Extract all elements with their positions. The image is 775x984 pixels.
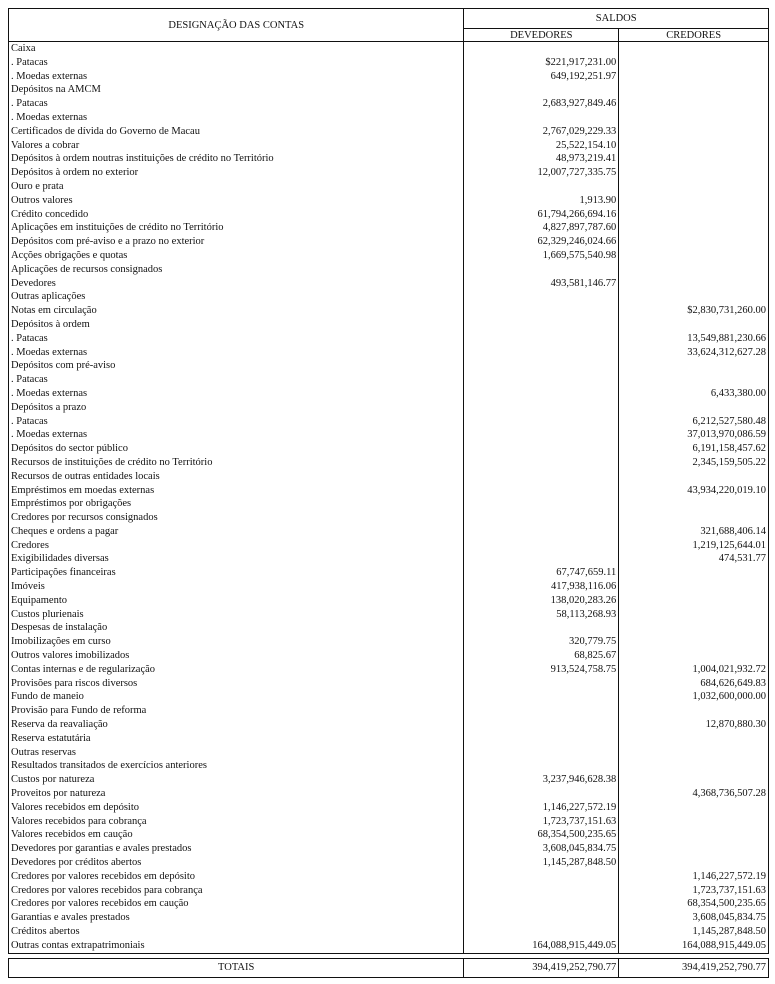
- account-name: Ouro e prata: [9, 180, 464, 194]
- credit-value: 13,549,881,230.66: [619, 332, 769, 346]
- table-row: [9, 332, 769, 346]
- account-name: Notas em circulação: [9, 304, 464, 318]
- account-name: Recursos de outras entidades locais: [9, 470, 464, 484]
- credit-value: [619, 649, 769, 663]
- account-name: Participações financeiras: [9, 566, 464, 580]
- table-row: [9, 221, 769, 235]
- credit-value: [619, 97, 769, 111]
- credit-value: [619, 139, 769, 153]
- debit-value: [464, 318, 619, 332]
- table-row: [9, 346, 769, 360]
- account-name: Depósitos com pré-aviso e a prazo no exterior: [9, 235, 464, 249]
- account-name: Imobilizações em curso: [9, 635, 464, 649]
- table-row: [9, 111, 769, 125]
- account-name: Valores recebidos para cobrança: [9, 815, 464, 829]
- account-name: Depósitos a prazo: [9, 401, 464, 415]
- table-row: [9, 635, 769, 649]
- table-row: [9, 525, 769, 539]
- table-row: [9, 497, 769, 511]
- credit-value: 1,146,227,572.19: [619, 870, 769, 884]
- debit-value: [464, 759, 619, 773]
- credit-value: $2,830,731,260.00: [619, 304, 769, 318]
- account-name: Empréstimos por obrigações: [9, 497, 464, 511]
- debit-value: [464, 484, 619, 498]
- debit-value: [464, 787, 619, 801]
- account-name: Resultados transitados de exercícios anteriores: [9, 759, 464, 773]
- account-name: Custos por natureza: [9, 773, 464, 787]
- table-row: [9, 856, 769, 870]
- account-name: Depósitos à ordem: [9, 318, 464, 332]
- account-name: Outras reservas: [9, 746, 464, 760]
- debit-value: [464, 704, 619, 718]
- credit-value: [619, 704, 769, 718]
- account-name: Exigibilidades diversas: [9, 552, 464, 566]
- debit-value: [464, 911, 619, 925]
- credit-value: [619, 83, 769, 97]
- debit-value: [464, 359, 619, 373]
- table-row: [9, 828, 769, 842]
- table-row: [9, 677, 769, 691]
- account-name: Aplicações de recursos consignados: [9, 263, 464, 277]
- totals-credit: 394,419,252,790.77: [619, 958, 769, 977]
- credit-value: [619, 42, 769, 56]
- debit-value: [464, 511, 619, 525]
- table-row: [9, 732, 769, 746]
- account-name: Contas internas e de regularização: [9, 663, 464, 677]
- credit-value: [619, 511, 769, 525]
- account-name: Devedores por garantias e avales prestados: [9, 842, 464, 856]
- debit-value: [464, 387, 619, 401]
- debit-value: [464, 870, 619, 884]
- credit-value: 43,934,220,019.10: [619, 484, 769, 498]
- table-row: [9, 401, 769, 415]
- table-row: [9, 484, 769, 498]
- debit-value: [464, 180, 619, 194]
- debit-value: [464, 346, 619, 360]
- credit-value: 12,870,880.30: [619, 718, 769, 732]
- credit-value: 321,688,406.14: [619, 525, 769, 539]
- credit-value: [619, 290, 769, 304]
- credit-value: [619, 56, 769, 70]
- credit-value: [619, 318, 769, 332]
- credit-value: 684,626,649.83: [619, 677, 769, 691]
- debit-value: [464, 539, 619, 553]
- credit-value: [619, 828, 769, 842]
- table-row: [9, 911, 769, 925]
- credit-value: [619, 125, 769, 139]
- credit-value: [619, 621, 769, 635]
- account-name: Custos plurienais: [9, 608, 464, 622]
- account-name: Outras contas extrapatrimoniais: [9, 939, 464, 953]
- debit-value: [464, 470, 619, 484]
- account-name: . Patacas: [9, 415, 464, 429]
- credit-value: [619, 166, 769, 180]
- account-name: Depósitos à ordem no exterior: [9, 166, 464, 180]
- table-row: [9, 566, 769, 580]
- debit-value: [464, 83, 619, 97]
- account-name: Depósitos com pré-aviso: [9, 359, 464, 373]
- credit-value: [619, 235, 769, 249]
- credit-value: [619, 208, 769, 222]
- table-row: [9, 594, 769, 608]
- debit-value: [464, 897, 619, 911]
- table-row: [9, 939, 769, 953]
- account-name: . Moedas externas: [9, 387, 464, 401]
- credit-value: 6,212,527,580.48: [619, 415, 769, 429]
- credit-value: [619, 635, 769, 649]
- table-row: [9, 552, 769, 566]
- table-row: [9, 166, 769, 180]
- credit-value: [619, 277, 769, 291]
- table-row: [9, 290, 769, 304]
- credit-value: [619, 180, 769, 194]
- credit-value: [619, 566, 769, 580]
- account-name: Créditos abertos: [9, 925, 464, 939]
- credit-value: 33,624,312,627.28: [619, 346, 769, 360]
- credit-value: 1,723,737,151.63: [619, 884, 769, 898]
- credit-value: 3,608,045,834.75: [619, 911, 769, 925]
- account-name: Credores por valores recebidos em depósito: [9, 870, 464, 884]
- account-name: Outras aplicações: [9, 290, 464, 304]
- table-row: [9, 442, 769, 456]
- header-credit: CREDORES: [619, 29, 769, 42]
- debit-value: 2,767,029,229.33: [464, 125, 619, 139]
- credit-value: [619, 194, 769, 208]
- debit-value: [464, 718, 619, 732]
- table-row: [9, 746, 769, 760]
- table-row: [9, 373, 769, 387]
- credit-value: [619, 815, 769, 829]
- credit-value: [619, 373, 769, 387]
- header-debit: DEVEDORES: [464, 29, 619, 42]
- table-row: [9, 415, 769, 429]
- debit-value: [464, 263, 619, 277]
- credit-value: 1,219,125,644.01: [619, 539, 769, 553]
- table-row: [9, 428, 769, 442]
- table-row: [9, 359, 769, 373]
- totals-row: [9, 958, 769, 977]
- account-name: Depósitos do sector público: [9, 442, 464, 456]
- header-account-designation: DESIGNAÇÃO DAS CONTAS: [9, 9, 464, 42]
- table-row: [9, 194, 769, 208]
- account-name: Valores recebidos em depósito: [9, 801, 464, 815]
- account-name: Proveitos por natureza: [9, 787, 464, 801]
- account-name: . Patacas: [9, 373, 464, 387]
- table-row: [9, 842, 769, 856]
- table-row: [9, 70, 769, 84]
- debit-value: [464, 442, 619, 456]
- credit-value: [619, 111, 769, 125]
- credit-value: [619, 401, 769, 415]
- table-row: [9, 83, 769, 97]
- accounts-table: [8, 8, 769, 978]
- debit-value: [464, 925, 619, 939]
- totals-debit: 394,419,252,790.77: [464, 958, 619, 977]
- account-name: . Patacas: [9, 56, 464, 70]
- table-row: [9, 235, 769, 249]
- account-name: Fundo de maneio: [9, 690, 464, 704]
- debit-value: [464, 621, 619, 635]
- totals-label: TOTAIS: [9, 958, 464, 977]
- credit-value: [619, 759, 769, 773]
- debit-value: 67,747,659.11: [464, 566, 619, 580]
- account-name: Despesas de instalação: [9, 621, 464, 635]
- debit-value: 48,973,219.41: [464, 152, 619, 166]
- credit-value: 1,004,021,932.72: [619, 663, 769, 677]
- credit-value: [619, 359, 769, 373]
- credit-value: [619, 856, 769, 870]
- credit-value: [619, 842, 769, 856]
- account-name: Credores por valores recebidos para cobrança: [9, 884, 464, 898]
- debit-value: [464, 552, 619, 566]
- credit-value: 37,013,970,086.59: [619, 428, 769, 442]
- debit-value: 1,723,737,151.63: [464, 815, 619, 829]
- account-name: . Patacas: [9, 97, 464, 111]
- credit-value: [619, 580, 769, 594]
- table-row: [9, 304, 769, 318]
- table-row: [9, 277, 769, 291]
- credit-value: [619, 746, 769, 760]
- credit-value: 6,433,380.00: [619, 387, 769, 401]
- account-name: Garantias e avales prestados: [9, 911, 464, 925]
- table-row: [9, 208, 769, 222]
- debit-value: [464, 111, 619, 125]
- debit-value: [464, 332, 619, 346]
- table-row: [9, 815, 769, 829]
- table-row: [9, 125, 769, 139]
- table-row: [9, 759, 769, 773]
- account-name: Caixa: [9, 42, 464, 56]
- credit-value: [619, 497, 769, 511]
- credit-value: [619, 70, 769, 84]
- debit-value: [464, 401, 619, 415]
- credit-value: [619, 732, 769, 746]
- table-row: [9, 608, 769, 622]
- debit-value: [464, 290, 619, 304]
- account-name: Depósitos à ordem noutras instituições de crédito no Território: [9, 152, 464, 166]
- account-name: Imóveis: [9, 580, 464, 594]
- credit-value: 1,032,600,000.00: [619, 690, 769, 704]
- table-row: [9, 801, 769, 815]
- account-name: Recursos de instituições de crédito no Território: [9, 456, 464, 470]
- account-name: Crédito concedido: [9, 208, 464, 222]
- account-name: Empréstimos em moedas externas: [9, 484, 464, 498]
- debit-value: 2,683,927,849.46: [464, 97, 619, 111]
- debit-value: 493,581,146.77: [464, 277, 619, 291]
- credit-value: 6,191,158,457.62: [619, 442, 769, 456]
- table-row: [9, 870, 769, 884]
- credit-value: 4,368,736,507.28: [619, 787, 769, 801]
- account-name: Valores a cobrar: [9, 139, 464, 153]
- credit-value: [619, 249, 769, 263]
- account-name: . Moedas externas: [9, 428, 464, 442]
- account-name: Reserva estatutária: [9, 732, 464, 746]
- debit-value: 1,146,227,572.19: [464, 801, 619, 815]
- table-row: [9, 897, 769, 911]
- table-row: [9, 718, 769, 732]
- debit-value: 913,524,758.75: [464, 663, 619, 677]
- debit-value: [464, 373, 619, 387]
- table-row: [9, 139, 769, 153]
- debit-value: [464, 525, 619, 539]
- debit-value: [464, 677, 619, 691]
- credit-value: [619, 801, 769, 815]
- account-name: . Moedas externas: [9, 111, 464, 125]
- debit-value: [464, 428, 619, 442]
- account-name: . Patacas: [9, 332, 464, 346]
- table-body: [9, 42, 769, 954]
- table-row: [9, 539, 769, 553]
- credit-value: [619, 221, 769, 235]
- debit-value: 649,192,251.97: [464, 70, 619, 84]
- table-row: [9, 884, 769, 898]
- account-name: Credores por valores recebidos em caução: [9, 897, 464, 911]
- debit-value: 4,827,897,787.60: [464, 221, 619, 235]
- balance-sheet: [8, 8, 769, 978]
- credit-value: [619, 152, 769, 166]
- account-name: Outros valores: [9, 194, 464, 208]
- credit-value: [619, 594, 769, 608]
- account-name: Acções obrigações e quotas: [9, 249, 464, 263]
- table-row: [9, 663, 769, 677]
- table-row: [9, 56, 769, 70]
- credit-value: 1,145,287,848.50: [619, 925, 769, 939]
- account-name: . Moedas externas: [9, 346, 464, 360]
- debit-value: 1,913.90: [464, 194, 619, 208]
- debit-value: 3,608,045,834.75: [464, 842, 619, 856]
- table-row: [9, 470, 769, 484]
- account-name: Credores por recursos consignados: [9, 511, 464, 525]
- table-row: [9, 387, 769, 401]
- debit-value: 62,329,246,024.66: [464, 235, 619, 249]
- table-row: [9, 580, 769, 594]
- table-row: [9, 249, 769, 263]
- table-row: [9, 152, 769, 166]
- debit-value: 58,113,268.93: [464, 608, 619, 622]
- table-row: [9, 97, 769, 111]
- account-name: Certificados de dívida do Governo de Macau: [9, 125, 464, 139]
- account-name: Devedores: [9, 277, 464, 291]
- debit-value: [464, 304, 619, 318]
- debit-value: 68,354,500,235.65: [464, 828, 619, 842]
- debit-value: 3,237,946,628.38: [464, 773, 619, 787]
- credit-value: 164,088,915,449.05: [619, 939, 769, 953]
- account-name: Valores recebidos em caução: [9, 828, 464, 842]
- debit-value: [464, 497, 619, 511]
- debit-value: [464, 690, 619, 704]
- table-row: [9, 649, 769, 663]
- account-name: . Moedas externas: [9, 70, 464, 84]
- debit-value: 68,825.67: [464, 649, 619, 663]
- table-row: [9, 42, 769, 56]
- credit-value: [619, 773, 769, 787]
- account-name: Credores: [9, 539, 464, 553]
- account-name: Reserva da reavaliação: [9, 718, 464, 732]
- debit-value: 1,145,287,848.50: [464, 856, 619, 870]
- debit-value: 12,007,727,335.75: [464, 166, 619, 180]
- debit-value: [464, 732, 619, 746]
- table-row: [9, 773, 769, 787]
- table-row: [9, 704, 769, 718]
- table-row: [9, 180, 769, 194]
- debit-value: 1,669,575,540.98: [464, 249, 619, 263]
- debit-value: [464, 884, 619, 898]
- header-balances: SALDOS: [464, 9, 769, 29]
- debit-value: $221,917,231.00: [464, 56, 619, 70]
- table-row: [9, 318, 769, 332]
- debit-value: 164,088,915,449.05: [464, 939, 619, 953]
- table-row: [9, 511, 769, 525]
- credit-value: 2,345,159,505.22: [619, 456, 769, 470]
- table-row: [9, 263, 769, 277]
- table-row: [9, 456, 769, 470]
- account-name: Provisões para riscos diversos: [9, 677, 464, 691]
- debit-value: [464, 456, 619, 470]
- account-name: Depósitos na AMCM: [9, 83, 464, 97]
- debit-value: [464, 415, 619, 429]
- table-row: [9, 787, 769, 801]
- account-name: Cheques e ordens a pagar: [9, 525, 464, 539]
- table-row: [9, 621, 769, 635]
- debit-value: [464, 746, 619, 760]
- account-name: Provisão para Fundo de reforma: [9, 704, 464, 718]
- account-name: Devedores por créditos abertos: [9, 856, 464, 870]
- credit-value: 68,354,500,235.65: [619, 897, 769, 911]
- debit-value: 320,779.75: [464, 635, 619, 649]
- table-row: [9, 925, 769, 939]
- debit-value: 61,794,266,694.16: [464, 208, 619, 222]
- credit-value: [619, 263, 769, 277]
- debit-value: 25,522,154.10: [464, 139, 619, 153]
- account-name: Aplicações em instituições de crédito no Território: [9, 221, 464, 235]
- credit-value: 474,531.77: [619, 552, 769, 566]
- debit-value: 138,020,283.26: [464, 594, 619, 608]
- debit-value: [464, 42, 619, 56]
- debit-value: 417,938,116.06: [464, 580, 619, 594]
- table-row: [9, 690, 769, 704]
- account-name: Outros valores imobilizados: [9, 649, 464, 663]
- credit-value: [619, 608, 769, 622]
- account-name: Equipamento: [9, 594, 464, 608]
- credit-value: [619, 470, 769, 484]
